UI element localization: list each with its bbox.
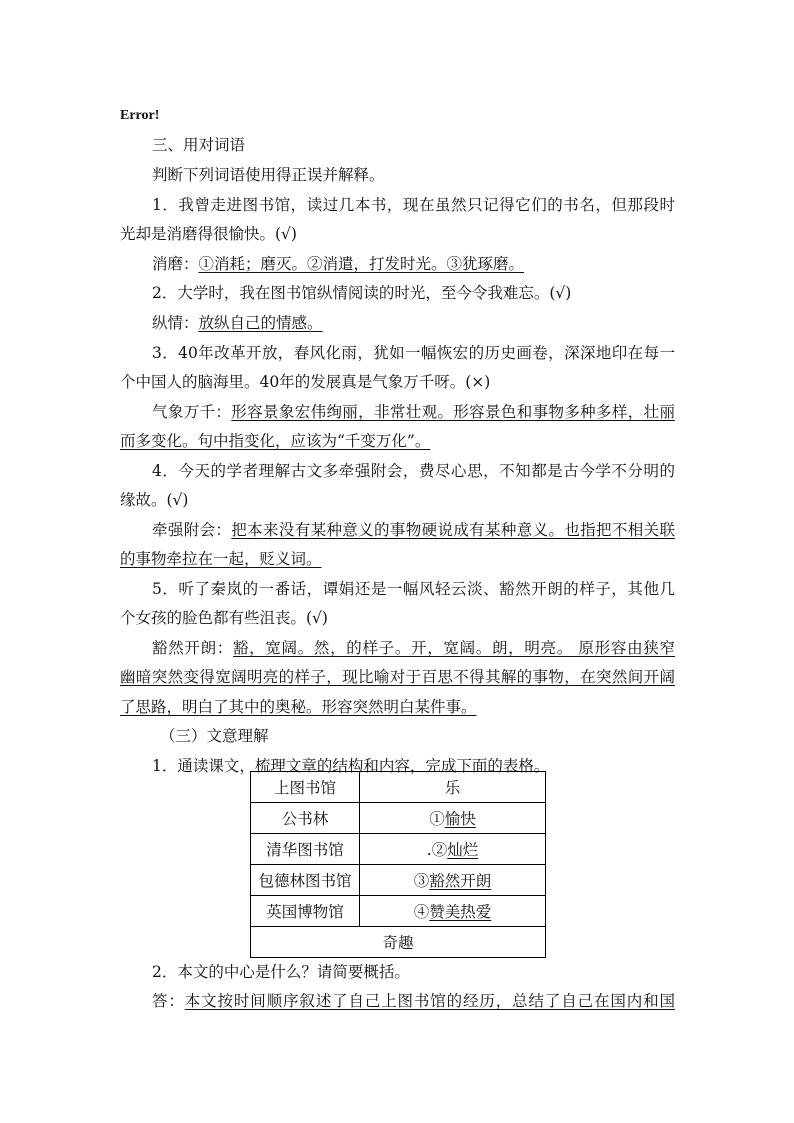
table-cell-place: 包德林图书馆 [251,865,360,896]
answer-number: ④ [413,903,430,921]
question-2-line-1: 2．大学时，我在图书馆纵情阅读的时光，至今令我难忘。(√) [152,284,572,302]
table-row [251,803,546,834]
question-2-term: 纵情： [152,314,199,332]
table-cell-place: 清华图书馆 [251,834,360,865]
question-4-term: 牵强附会： [152,521,232,539]
answer-text: 愉快 [444,810,476,828]
table-header-row [251,772,546,803]
answer-number: ③ [413,872,430,890]
task-1-text: 1．通读课文，梳理文章的结构和内容，完成下面的表格。 [152,757,550,775]
question-4-line-2: 缘故。(√) [120,491,189,509]
question-5-explanation-line-2 [120,667,675,687]
answer-text-body: 本文按时间顺序叙述了自己上图书馆的经历，总结了自己在国内和国 [184,992,675,1010]
question-3-term: 气象万千： [152,403,232,421]
question-2-answer: 放纵自己的情感。 [198,314,323,332]
question-3-answer-part-2: 而多变化。句中指变化，应该为“千变万化”。 [120,432,431,450]
table-cell-place: 英国博物馆 [251,896,360,927]
answer-text: 灿烂 [447,841,479,859]
question-5-answer-part-3: 了思路，明白了其中的奥秘。形容突然明白某件事。 [120,698,477,716]
structure-table-grid [250,771,546,958]
table-cell-answer [360,896,546,927]
question-3-explanation-line-2 [120,431,675,451]
question-5-answer-part-1: 豁，宽阔。然，的样子。开，宽阔。朗，明亮。 原形容由狭窄 [232,639,675,657]
answer-number: ① [429,810,445,828]
instruction-text: 判断下列词语使用得正误并解释。 [152,166,385,184]
question-5-explanation-line-1 [152,638,675,658]
question-5-line-1: 5．听了秦岚的一番话，谭娟还是一幅风轻云淡、豁然开朗的样子，其他几 [152,580,675,598]
question-5-answer-part-2: 幽暗突然变得宽阔明亮的样子，现比喻对于百思不得其解的事物，在突然间开阔 [120,668,675,686]
question-5-line-2: 个女孩的脸色都有些沮丧。(√) [120,609,328,627]
question-1-line-1: 1．我曾走进图书馆，读过几本书，现在虽然只记得它们的书名，但那段时 [152,196,675,214]
answer-label: 答： [152,992,185,1010]
question-3-explanation-line-1 [152,402,675,422]
answer-text: 赞美热爱 [429,903,492,921]
section-title-comprehension: （三）文意理解 [160,727,269,745]
question-4-line-1: 4．今天的学者理解古文多牵强附会，费尽心思，不知都是古今学不分明的 [152,462,675,480]
table-row [251,896,546,927]
table-cell-answer [360,834,546,865]
question-4-explanation-line-1 [152,520,675,540]
question-1-term: 消磨： [152,255,199,273]
answer-line [152,991,675,1011]
table-header-left: 上图书馆 [251,772,360,803]
question-2-explanation [152,313,323,333]
question-1-answer: ①消耗；磨灭。②消遣，打发时光。③犹琢磨。 [198,255,525,273]
question-1-line-2: 光却是消磨得很愉快。(√) [120,225,297,243]
question-3-answer-part-1: 形容景象宏伟绚丽，非常壮观。形容景色和事物多种多样，壮丽 [231,403,675,421]
table-row [251,834,546,865]
question-5-explanation-line-3 [120,697,675,717]
question-1-explanation [152,254,524,274]
structure-table [250,771,545,951]
answer-number: .② [426,841,448,859]
table-row [251,865,546,896]
question-4-explanation-line-2 [120,549,675,569]
section-title-use-words: 三、用对词语 [152,136,246,154]
answer-text: 豁然开朗 [429,872,492,890]
table-cell-answer [360,803,546,834]
table-cell-place: 公书林 [251,803,360,834]
table-cell-answer [360,865,546,896]
task-2-text: 2．本文的中心是什么？请简要概括。 [152,963,410,981]
question-4-answer-part-1: 把本来没有某种意义的事物硬说成有某种意义。也指把不相关联 [231,521,675,539]
error-text: Error! [120,108,160,123]
question-3-line-1: 3．40年改革开放，春风化雨，犹如一幅恢宏的历史画卷，深深地印在每一 [152,344,675,362]
table-footer-cell: 奇趣 [251,927,546,958]
table-header-right: 乐 [360,772,546,803]
question-5-term: 豁然开朗： [152,639,233,657]
question-4-answer-part-2: 的事物牵拉在一起，贬义词。 [120,550,322,568]
question-3-line-2: 个中国人的脑海里。40年的发展真是气象万千呀。(×) [120,373,491,391]
table-footer-row [251,927,546,958]
